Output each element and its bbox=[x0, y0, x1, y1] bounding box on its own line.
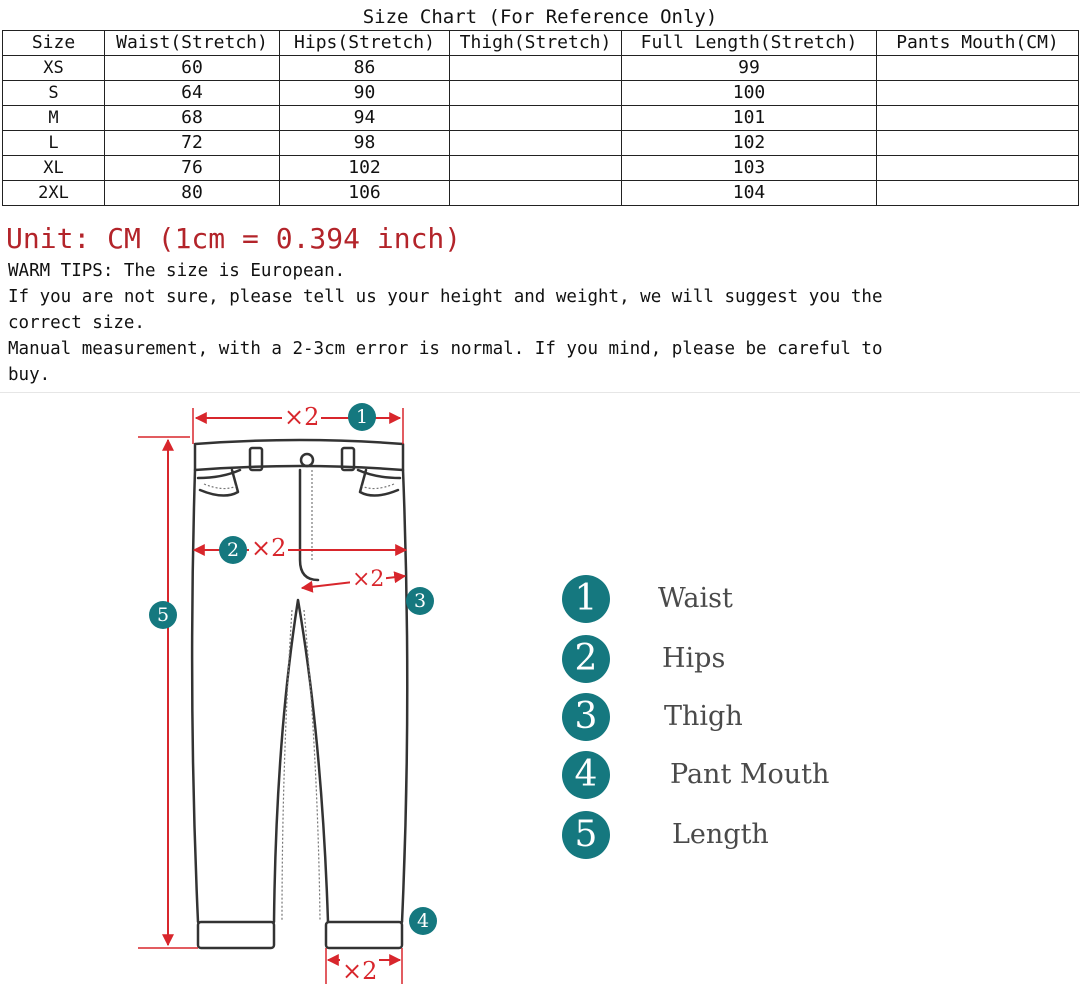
column-header: Full Length(Stretch) bbox=[622, 31, 877, 56]
table-cell: 102 bbox=[280, 156, 450, 181]
table-row bbox=[3, 131, 1079, 156]
column-header: Thigh(Stretch) bbox=[450, 31, 622, 56]
table-cell bbox=[450, 106, 622, 131]
marker-3: 3 bbox=[406, 587, 434, 615]
times-two-label: ×2 bbox=[342, 957, 378, 985]
legend-label: Length bbox=[672, 819, 769, 850]
table-cell: 102 bbox=[622, 131, 877, 156]
legend-number: 4 bbox=[562, 751, 610, 799]
size-table bbox=[2, 30, 1079, 206]
times-two-label: ×2 bbox=[284, 403, 320, 431]
table-cell: XS bbox=[3, 56, 105, 81]
table-cell bbox=[877, 81, 1079, 106]
table-cell: 76 bbox=[105, 156, 280, 181]
chart-title: Size Chart (For Reference Only) bbox=[362, 6, 718, 28]
column-header: Waist(Stretch) bbox=[105, 31, 280, 56]
column-header: Pants Mouth(CM) bbox=[877, 31, 1079, 56]
table-cell: 101 bbox=[622, 106, 877, 131]
table-cell: S bbox=[3, 81, 105, 106]
table-header-row bbox=[3, 31, 1079, 56]
marker-2: 2 bbox=[219, 536, 247, 564]
table-cell: 2XL bbox=[3, 181, 105, 206]
table-row bbox=[3, 81, 1079, 106]
table-cell: 104 bbox=[622, 181, 877, 206]
table-cell bbox=[450, 156, 622, 181]
divider bbox=[0, 392, 1080, 393]
table-cell bbox=[450, 81, 622, 106]
pants-illustration bbox=[0, 395, 1080, 997]
times-two-label: ×2 bbox=[251, 534, 287, 562]
table-row bbox=[3, 181, 1079, 206]
table-cell: XL bbox=[3, 156, 105, 181]
table-cell: 60 bbox=[105, 56, 280, 81]
table-cell bbox=[877, 106, 1079, 131]
tip-line: If you are not sure, please tell us your height and weight, we will suggest you the bbox=[8, 287, 883, 307]
table-row bbox=[3, 106, 1079, 131]
legend-label: Waist bbox=[658, 583, 733, 614]
table-cell: 80 bbox=[105, 181, 280, 206]
pants-measurement-diagram bbox=[0, 395, 1080, 997]
table-cell: 64 bbox=[105, 81, 280, 106]
table-cell: M bbox=[3, 106, 105, 131]
table-cell bbox=[450, 56, 622, 81]
marker-1: 1 bbox=[348, 403, 376, 431]
table-cell: 72 bbox=[105, 131, 280, 156]
warm-tips: WARM TIPS: The size is European. bbox=[8, 261, 346, 281]
legend-number: 5 bbox=[562, 811, 610, 859]
legend-label: Pant Mouth bbox=[670, 759, 830, 790]
table-row bbox=[3, 56, 1079, 81]
table-cell: 94 bbox=[280, 106, 450, 131]
table-cell: 86 bbox=[280, 56, 450, 81]
column-header: Hips(Stretch) bbox=[280, 31, 450, 56]
table-cell: 98 bbox=[280, 131, 450, 156]
table-row bbox=[3, 156, 1079, 181]
table-cell: 100 bbox=[622, 81, 877, 106]
legend-number: 2 bbox=[562, 635, 610, 683]
table-cell bbox=[877, 56, 1079, 81]
table-cell bbox=[877, 131, 1079, 156]
legend-number: 1 bbox=[562, 575, 610, 623]
table-cell bbox=[450, 181, 622, 206]
table-cell: 99 bbox=[622, 56, 877, 81]
table-cell: L bbox=[3, 131, 105, 156]
table-cell bbox=[877, 156, 1079, 181]
legend-number: 3 bbox=[562, 693, 610, 741]
legend-label: Hips bbox=[662, 643, 726, 674]
table-cell: 103 bbox=[622, 156, 877, 181]
legend-label: Thigh bbox=[664, 701, 743, 732]
tip-line: buy. bbox=[8, 365, 51, 385]
unit-note: Unit: CM (1cm = 0.394 inch) bbox=[6, 222, 462, 255]
table-cell bbox=[450, 131, 622, 156]
table-cell: 68 bbox=[105, 106, 280, 131]
table-cell: 90 bbox=[280, 81, 450, 106]
pants-outline bbox=[192, 440, 407, 948]
times-two-label: ×2 bbox=[352, 567, 385, 592]
table-cell bbox=[877, 181, 1079, 206]
marker-5: 5 bbox=[149, 601, 177, 629]
tip-line: correct size. bbox=[8, 313, 145, 333]
column-header: Size bbox=[3, 31, 105, 56]
table-cell: 106 bbox=[280, 181, 450, 206]
tip-line: Manual measurement, with a 2-3cm error is normal. If you mind, please be careful to bbox=[8, 339, 883, 359]
marker-4: 4 bbox=[409, 907, 437, 935]
